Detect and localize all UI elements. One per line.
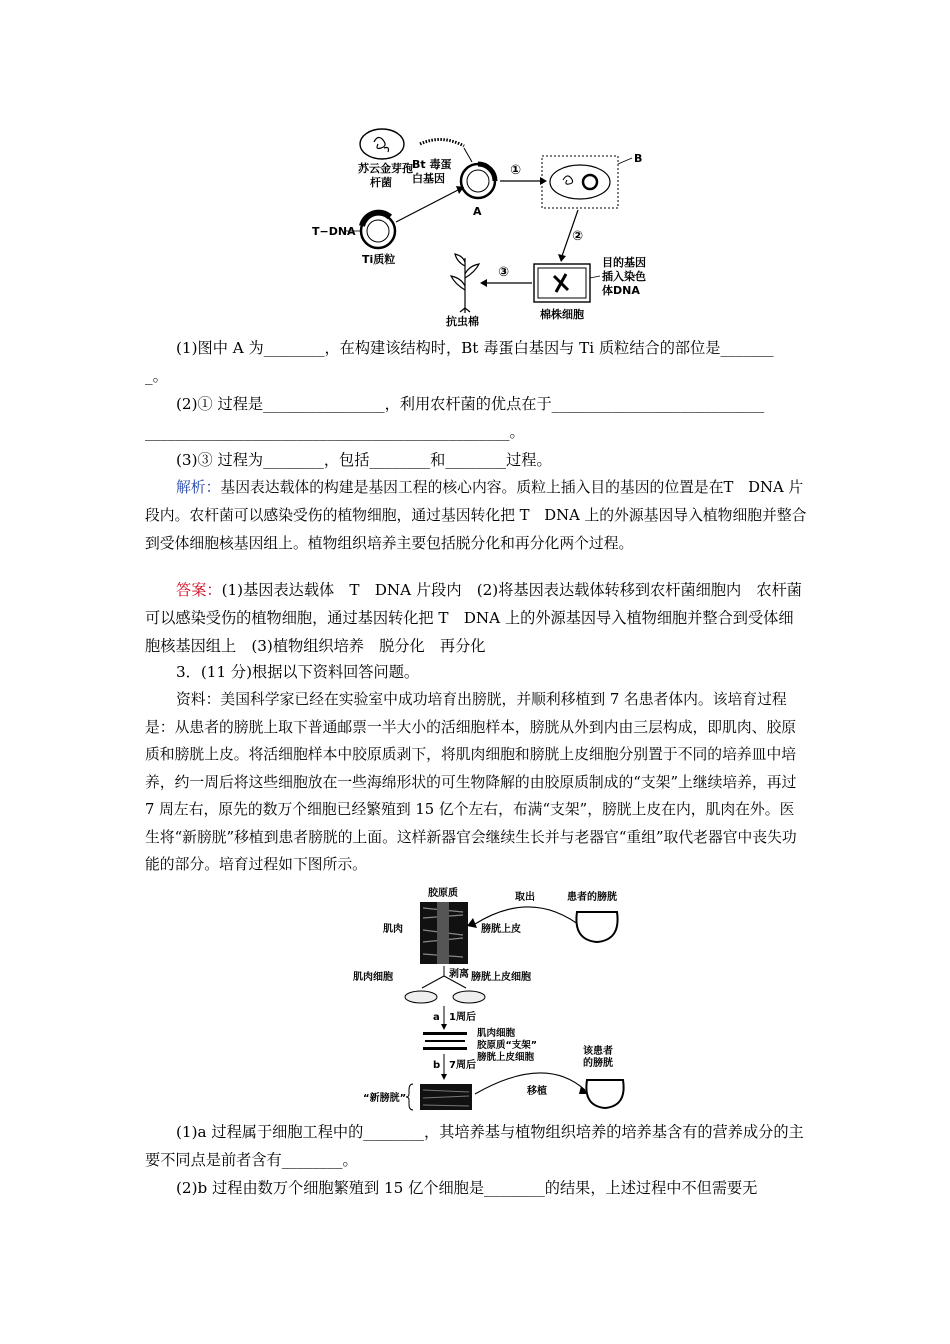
- epithelium-cells-label: 膀胱上皮细胞: [471, 972, 531, 983]
- peel-label: 剥离: [449, 969, 469, 980]
- scaffold-layers: [423, 1032, 467, 1050]
- q2-sub2-line1: (2)① 过程是________________，利用农杆菌的优点在于____________________________: [176, 395, 765, 413]
- target-label-3: 体DNA: [602, 284, 640, 297]
- new-bladder-label: “新膀胱”: [363, 1093, 407, 1104]
- q3-material: 资料：美国科学家已经在实验室中成功培育出膀胱，并顺利移植到 7 名患者体内。该培育过程是：从患者的膀胱上取下普通邮票一半大小的活细胞样本，膀胱从外到内由三层构成，即肌肉、胶原质和膀胱上皮。将活细胞样本中胶原质剥下，将肌肉细胞和膀胱上皮细胞分别置于不同的培养皿中培养，约一周后将这些细胞放在一些海绵形状的可生物降解的由胶原质制成的“支架”上继续培养，再过 7 周左右，原先的数万个细胞已经繁殖到 15 亿个左右，布满“支架”，膀胱上皮在内，肌肉在外。医生将“新膀胱”移植到患者膀胱的上面。这样新器官会继续生长并与老器官“重组”取代老器官中丧失功能的部分。培育过程如下图所示。: [145, 691, 797, 873]
- bt-gene-fragment: [420, 139, 464, 146]
- ti-plasmid-label: Ti质粒: [362, 253, 396, 266]
- q2-sub2-line2: ________________________________________________。: [145, 423, 525, 441]
- cotton-plant-icon: [451, 254, 479, 313]
- bacterium-label-1: 苏云金芽孢: [358, 162, 413, 175]
- one-week-label: 1周后: [449, 1012, 476, 1023]
- answer-text: (1)基因表达载体 T DNA 片段内 (2)将基因表达载体转移到农杆菌细胞内 农杆菌可以感染受伤的植物细胞，通过基因转化把 T DNA 上的外源基因导入植物细胞并整合到受体细胞核基因组上 (3)植物组织培养 脱分化 再分化: [145, 581, 802, 655]
- step-1-label: ①: [510, 163, 522, 178]
- target-label-2: 插入染色: [602, 270, 646, 283]
- q3-title: 3．(11 分)根据以下资料回答问题。: [176, 663, 420, 681]
- muscle-label: 肌肉: [383, 924, 403, 935]
- q3-sub1: (1)a 过程属于细胞工程中的________，其培养基与植物组织培养的培养基含有的营养成分的主要不同点是前者含有________。: [145, 1123, 804, 1169]
- transplant-label: 移植: [527, 1086, 547, 1097]
- step-3-label: ③: [498, 265, 510, 280]
- petri-dish-epithelium: [453, 991, 485, 1003]
- label-A: A: [473, 205, 482, 218]
- q2-analysis: [145, 474, 807, 558]
- layer-epithelium-label: 膀胱上皮细胞: [477, 1052, 535, 1063]
- step-a-label: a: [433, 1012, 440, 1023]
- layer-scaffold-label: 胶原质“支架”: [477, 1040, 537, 1051]
- bladder-tissue-section: [420, 902, 468, 964]
- q2-sub1-line1: (1)图中 A 为________，在构建该结构时，Bt 毒蛋白基因与 Ti 质粒结合的部位是_______: [176, 339, 774, 357]
- step-b-label: b: [433, 1060, 441, 1071]
- this-patient-bladder-icon: [586, 1080, 623, 1108]
- answer-label: 答案：: [176, 581, 222, 599]
- muscle-cells-label: 肌肉细胞: [353, 972, 393, 983]
- patient-bladder-label: 患者的膀胱: [567, 892, 617, 903]
- analysis-label: 解析：: [176, 479, 221, 496]
- epithelium-label: 膀胱上皮: [481, 924, 521, 935]
- target-label-1: 目的基因: [602, 256, 646, 269]
- analysis-text: 基因表达载体的构建是基因工程的核心内容。质粒上插入目的基因的位置是在T DNA 片段内。农杆菌可以感染受伤的植物细胞，通过基因转化把 T DNA 上的外源基因导入植物细胞并整合到受体细胞核基因组上。植物组织培养主要包括脱分化和再分化两个过程。: [145, 479, 807, 552]
- collagen-label: 胶原质: [428, 888, 458, 899]
- petri-dish-muscle: [405, 991, 437, 1003]
- bladder-culture-figure: [345, 880, 645, 1115]
- this-patient-label-2: 的膀胱: [583, 1058, 613, 1069]
- gene-label-2: 白基因: [412, 172, 445, 185]
- seven-weeks-label: 7周后: [449, 1060, 476, 1071]
- q2-sub3: (3)③ 过程为________，包括________和________过程。: [176, 451, 552, 469]
- q2-answer: [145, 576, 807, 660]
- q3-sub2: (2)b 过程由数万个细胞繁殖到 15 亿个细胞是________的结果，上述过程中不但需要无: [176, 1179, 758, 1197]
- label-B: B: [634, 152, 643, 165]
- resistant-cotton-label: 抗虫棉: [446, 315, 479, 328]
- this-patient-label-1: 该患者: [583, 1046, 613, 1057]
- cotton-cell-label: 棉株细胞: [540, 308, 584, 321]
- bacterium-cell: [360, 129, 404, 159]
- take-out-label: 取出: [515, 892, 535, 903]
- tdna-label: T−DNA: [312, 225, 356, 238]
- step-2-label: ②: [572, 229, 584, 244]
- transgenic-cotton-figure: [300, 118, 660, 333]
- layer-muscle-label: 肌肉细胞: [477, 1028, 516, 1039]
- bacterium-label-2: 杆菌: [370, 176, 392, 189]
- q2-sub1-line2: _。: [145, 367, 168, 385]
- gene-label-1: Bt 毒蛋: [412, 158, 452, 171]
- patient-bladder-icon: [576, 912, 617, 942]
